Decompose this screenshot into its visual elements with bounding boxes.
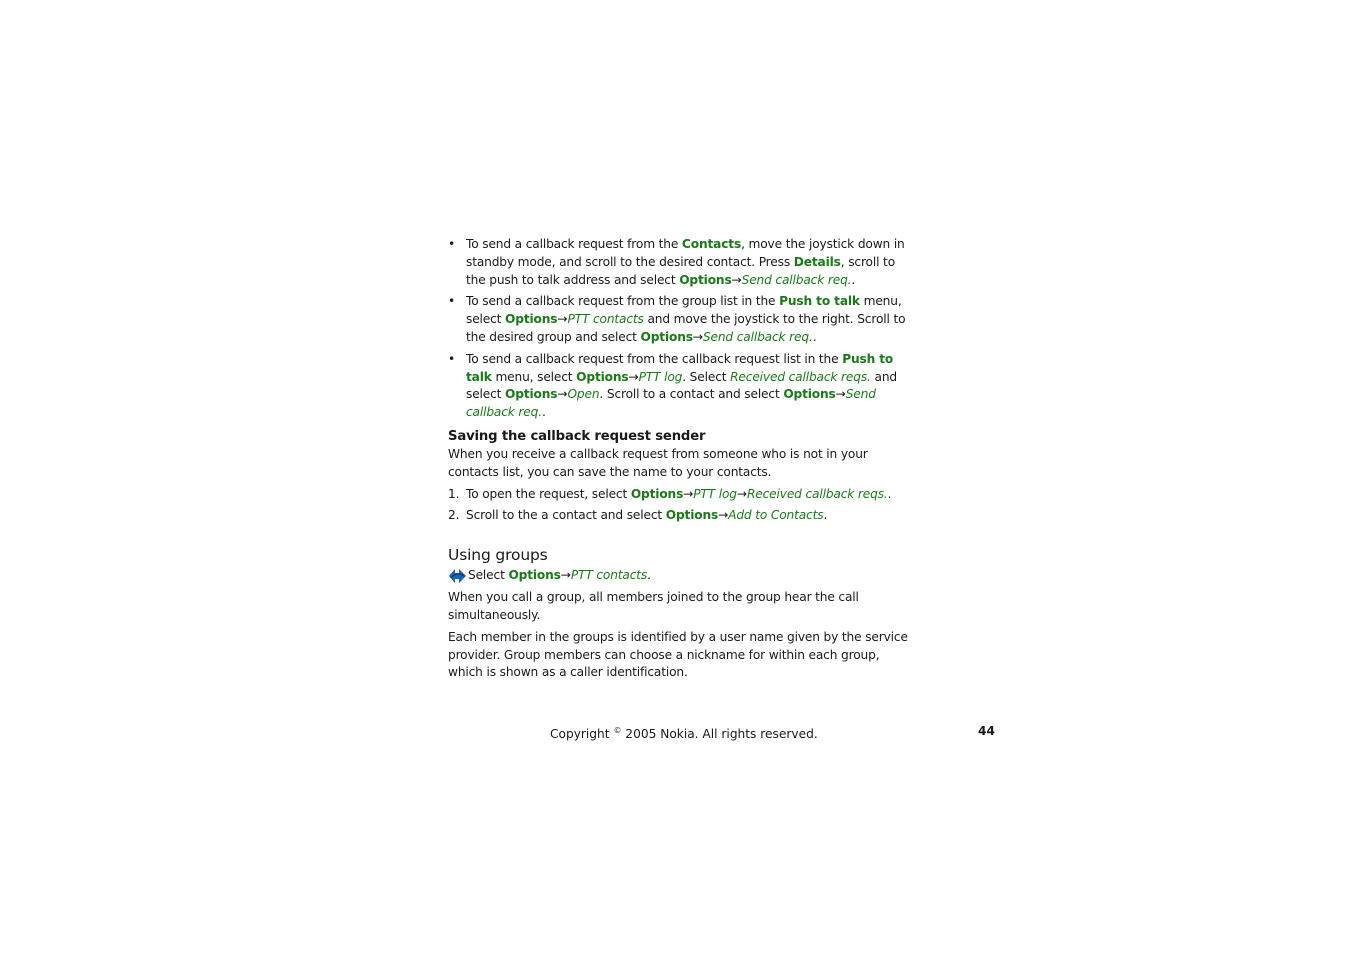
text: Select bbox=[468, 568, 509, 583]
text: . bbox=[541, 405, 546, 420]
menu-option: PTT contacts bbox=[570, 568, 648, 583]
page-number: 44 bbox=[978, 724, 995, 738]
text: , move the joystick down in standby mode, and scroll to the desired contact. Press bbox=[466, 237, 905, 269]
arrow: → bbox=[557, 312, 568, 327]
copyright-text: Copyright bbox=[550, 727, 614, 742]
paragraph: When you call a group, all members joined to the group hear the call simultaneously. bbox=[448, 590, 859, 622]
menu-term: Options bbox=[505, 387, 558, 402]
step-number: 1. bbox=[448, 486, 460, 501]
text: To send a callback request from the bbox=[466, 237, 682, 251]
menu-term: Options bbox=[783, 387, 836, 402]
menu-term: Options bbox=[576, 369, 629, 384]
menu-term: Contacts bbox=[681, 237, 742, 251]
text: . Select bbox=[682, 369, 731, 384]
text: To send a callback request from the callback request list in the bbox=[466, 351, 843, 366]
list-item bbox=[448, 236, 908, 289]
text: . bbox=[647, 568, 651, 583]
menu-option: PTT log bbox=[638, 369, 683, 384]
bullet: • bbox=[448, 351, 456, 366]
menu-term: Options bbox=[679, 272, 732, 287]
step-number: 2. bbox=[448, 508, 460, 523]
menu-term: Options bbox=[640, 329, 693, 344]
arrow: → bbox=[718, 508, 729, 523]
arrow: → bbox=[628, 369, 639, 384]
text: . bbox=[851, 272, 856, 287]
text: . bbox=[823, 508, 828, 523]
text: and select bbox=[466, 369, 897, 402]
arrow: → bbox=[683, 486, 694, 501]
text: . bbox=[887, 486, 892, 501]
menu-option: Send callback req. bbox=[702, 329, 813, 344]
text: menu, select bbox=[466, 294, 902, 327]
arrow: → bbox=[560, 568, 571, 583]
subsection-heading: Saving the callback request sender bbox=[448, 428, 706, 444]
text: . Scroll to a contact and select bbox=[599, 387, 784, 402]
text: To send a callback request from the group list in the bbox=[466, 294, 780, 309]
menu-option: Received callback reqs. bbox=[730, 369, 871, 384]
arrow: → bbox=[835, 387, 846, 402]
text: , scroll to the push to talk address and select bbox=[466, 254, 895, 287]
arrow: → bbox=[692, 329, 703, 344]
copyright-symbol: © bbox=[613, 726, 622, 735]
menu-term: Push to talk bbox=[466, 351, 894, 384]
shortcut-line bbox=[448, 567, 908, 585]
list-item bbox=[448, 507, 908, 525]
list-item bbox=[448, 486, 908, 504]
copyright-footer bbox=[550, 722, 818, 743]
paragraph: Each member in the groups is identified by a user name given by the service provider. Group members can choose a nickname for within each group, which is shown as a caller identification. bbox=[448, 629, 908, 680]
bullet: • bbox=[448, 294, 456, 309]
menu-term: Details bbox=[793, 254, 841, 269]
list-item bbox=[448, 293, 908, 346]
bullet: • bbox=[448, 237, 456, 251]
menu-option: Send callback req. bbox=[741, 272, 852, 287]
menu-option: PTT contacts bbox=[567, 312, 644, 327]
menu-option: PTT log bbox=[693, 486, 737, 501]
text: To open the request, select bbox=[466, 486, 631, 501]
arrow: → bbox=[736, 486, 747, 501]
arrow: → bbox=[731, 272, 742, 287]
paragraph: When you receive a callback request from someone who is not in your contacts list, you can save the name to your contacts. bbox=[448, 446, 868, 479]
menu-option: Send callback req. bbox=[466, 387, 876, 420]
shortcut-arrow-icon bbox=[448, 567, 467, 585]
copyright-text: 2005 Nokia. All rights reserved. bbox=[621, 727, 818, 742]
menu-term: Push to talk bbox=[779, 294, 860, 309]
menu-term: Options bbox=[630, 486, 684, 501]
menu-term: Options bbox=[665, 508, 719, 523]
menu-term: Options bbox=[505, 312, 558, 327]
text: . bbox=[812, 329, 817, 344]
menu-term: Options bbox=[508, 568, 561, 583]
arrow: → bbox=[557, 387, 568, 402]
callback-bullet-list bbox=[448, 236, 908, 422]
page-content bbox=[448, 236, 908, 686]
section-heading: Using groups bbox=[448, 546, 548, 565]
text: and move the joystick to the right. Scroll to the desired group and select bbox=[466, 312, 906, 344]
menu-option: Open bbox=[567, 387, 600, 402]
list-item bbox=[448, 351, 908, 422]
text: menu, select bbox=[491, 369, 577, 384]
text: Scroll to the a contact and select bbox=[466, 508, 666, 523]
steps-list bbox=[448, 486, 908, 526]
menu-option: Add to Contacts bbox=[728, 508, 824, 523]
menu-option: Received callback reqs. bbox=[746, 486, 888, 501]
